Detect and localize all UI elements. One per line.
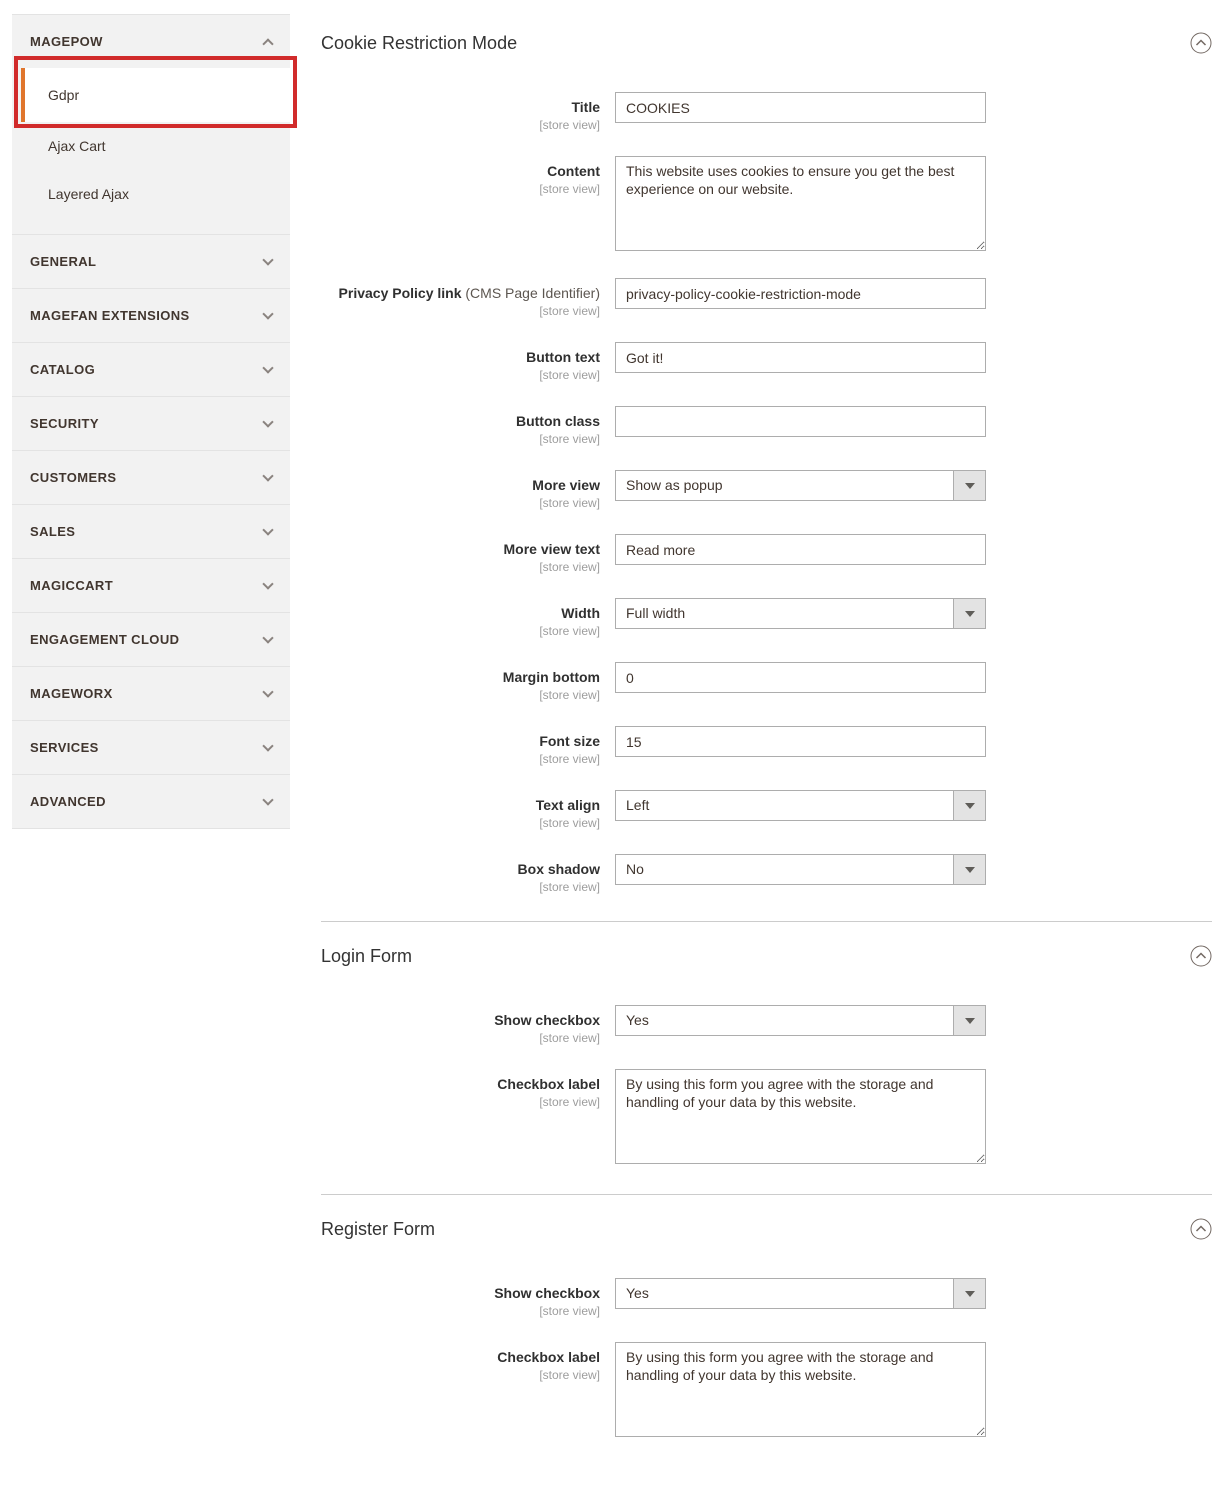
sidebar-group-mageworx bbox=[12, 667, 290, 721]
dropdown-arrow-icon[interactable] bbox=[953, 1278, 986, 1309]
sidebar-group-label: MAGEPOW bbox=[30, 34, 103, 49]
collapse-circle-chevron-up-icon bbox=[1190, 32, 1212, 54]
field-label: Checkbox label bbox=[497, 1349, 600, 1365]
field-row-button-text bbox=[321, 342, 1212, 382]
sidebar-group-label: ENGAGEMENT CLOUD bbox=[30, 632, 180, 647]
field-row-margin-bottom bbox=[321, 662, 1212, 702]
sidebar-group-label: ADVANCED bbox=[30, 794, 106, 809]
section-header bbox=[321, 945, 1212, 967]
field-row-privacy-policy-link bbox=[321, 278, 1212, 318]
section-title: Login Form bbox=[321, 945, 413, 966]
field-label: Width bbox=[561, 605, 600, 621]
chevron-down-icon bbox=[262, 308, 273, 319]
sidebar-group-sales bbox=[12, 505, 290, 559]
field-label: Text align bbox=[535, 797, 600, 813]
sidebar-group-label: SERVICES bbox=[30, 740, 99, 755]
sidebar-item-label: Ajax Cart bbox=[48, 138, 106, 154]
sidebar-group-customers-header[interactable] bbox=[12, 451, 290, 504]
field-scope: [store view] bbox=[539, 1031, 600, 1045]
sidebar-group-security bbox=[12, 397, 290, 451]
chevron-down-icon bbox=[262, 578, 273, 589]
sidebar-group-label: GENERAL bbox=[30, 254, 97, 269]
sidebar-item-layered-ajax[interactable] bbox=[21, 170, 290, 218]
config-main bbox=[321, 14, 1212, 1464]
sidebar-group-engagement-cloud-header[interactable] bbox=[12, 613, 290, 666]
chevron-down-icon bbox=[262, 740, 273, 751]
field-row-register-show-checkbox bbox=[321, 1278, 1212, 1318]
field-label: Show checkbox bbox=[494, 1012, 600, 1028]
sidebar-group-magefan-extensions bbox=[12, 289, 290, 343]
chevron-down-icon bbox=[262, 794, 273, 805]
field-row-register-checkbox-label bbox=[321, 1342, 1212, 1440]
collapse-section-button[interactable] bbox=[1190, 1218, 1212, 1240]
section-title: Register Form bbox=[321, 1218, 436, 1239]
sidebar-group-label: MAGICCART bbox=[30, 578, 114, 593]
section-cookie-restriction-mode bbox=[321, 32, 1212, 894]
login-show-checkbox-select[interactable] bbox=[615, 1005, 986, 1036]
config-sidebar bbox=[12, 14, 290, 829]
field-scope: [store view] bbox=[539, 752, 600, 766]
select-value: No bbox=[615, 854, 953, 885]
select-value: Yes bbox=[615, 1005, 953, 1036]
register-checkbox-label-textarea[interactable] bbox=[615, 1342, 986, 1437]
select-value: Left bbox=[615, 790, 953, 821]
chevron-down-icon bbox=[262, 470, 273, 481]
sidebar-group-security-header[interactable] bbox=[12, 397, 290, 450]
chevron-down-icon bbox=[262, 254, 273, 265]
dropdown-arrow-icon[interactable] bbox=[953, 598, 986, 629]
text-align-select[interactable] bbox=[615, 790, 986, 821]
more-view-select[interactable] bbox=[615, 470, 986, 501]
field-scope: [store view] bbox=[539, 182, 600, 196]
sidebar-group-mageworx-header[interactable] bbox=[12, 667, 290, 720]
field-scope: [store view] bbox=[539, 432, 600, 446]
sidebar-group-catalog bbox=[12, 343, 290, 397]
field-label: Font size bbox=[539, 733, 600, 749]
margin-bottom-input[interactable] bbox=[615, 662, 986, 693]
sidebar-group-magepow-header[interactable] bbox=[12, 15, 290, 68]
sidebar-group-magepow bbox=[12, 15, 290, 235]
sidebar-group-label: CATALOG bbox=[30, 362, 96, 377]
field-label-note: (CMS Page Identifier) bbox=[465, 285, 600, 301]
section-register-form bbox=[321, 1218, 1212, 1440]
sidebar-item-label: Gdpr bbox=[48, 87, 80, 103]
field-scope: [store view] bbox=[539, 368, 600, 382]
field-label: More view text bbox=[503, 541, 600, 557]
field-label: More view bbox=[532, 477, 600, 493]
sidebar-group-general bbox=[12, 235, 290, 289]
field-scope: [store view] bbox=[539, 560, 600, 574]
field-scope: [store view] bbox=[539, 816, 600, 830]
collapse-circle-chevron-up-icon bbox=[1190, 945, 1212, 967]
field-row-width bbox=[321, 598, 1212, 638]
field-scope: [store view] bbox=[539, 118, 600, 132]
section-login-form bbox=[321, 945, 1212, 1167]
sidebar-group-magefan-extensions-header[interactable] bbox=[12, 289, 290, 342]
sidebar-group-label: MAGEFAN EXTENSIONS bbox=[30, 308, 190, 323]
sidebar-group-catalog-header[interactable] bbox=[12, 343, 290, 396]
chevron-down-icon bbox=[262, 524, 273, 535]
box-shadow-select[interactable] bbox=[615, 854, 986, 885]
chevron-down-icon bbox=[262, 362, 273, 373]
field-row-title bbox=[321, 92, 1212, 132]
sidebar-group-label: CUSTOMERS bbox=[30, 470, 117, 485]
dropdown-arrow-icon[interactable] bbox=[953, 854, 986, 885]
section-title: Cookie Restriction Mode bbox=[321, 32, 518, 53]
chevron-down-icon bbox=[262, 416, 273, 427]
collapse-circle-chevron-up-icon bbox=[1190, 1218, 1212, 1240]
field-row-font-size bbox=[321, 726, 1212, 766]
collapse-section-button[interactable] bbox=[1190, 945, 1212, 967]
field-label: Checkbox label bbox=[497, 1076, 600, 1092]
field-row-content bbox=[321, 156, 1212, 254]
section-header bbox=[321, 32, 1212, 54]
content-textarea[interactable] bbox=[615, 156, 986, 251]
width-select[interactable] bbox=[615, 598, 986, 629]
sidebar-group-general-header[interactable] bbox=[12, 235, 290, 288]
field-label: Margin bottom bbox=[502, 669, 600, 685]
field-row-more-view-text bbox=[321, 534, 1212, 574]
field-scope: [store view] bbox=[539, 304, 600, 318]
sidebar-group-engagement-cloud bbox=[12, 613, 290, 667]
sidebar-group-label: MAGEWORX bbox=[30, 686, 113, 701]
field-row-more-view bbox=[321, 470, 1212, 510]
field-row-login-show-checkbox bbox=[321, 1005, 1212, 1045]
sidebar-group-services bbox=[12, 721, 290, 775]
field-scope: [store view] bbox=[539, 1368, 600, 1382]
field-row-button-class bbox=[321, 406, 1212, 446]
section-divider bbox=[321, 921, 1212, 922]
font-size-input[interactable] bbox=[615, 726, 986, 757]
login-checkbox-label-textarea[interactable] bbox=[615, 1069, 986, 1164]
sidebar-group-services-header[interactable] bbox=[12, 721, 290, 774]
sidebar-item-ajax-cart[interactable] bbox=[21, 122, 290, 170]
collapse-section-button[interactable] bbox=[1190, 32, 1212, 54]
register-show-checkbox-select[interactable] bbox=[615, 1278, 986, 1309]
sidebar-group-sales-header[interactable] bbox=[12, 505, 290, 558]
button-text-input[interactable] bbox=[615, 342, 986, 373]
field-scope: [store view] bbox=[539, 496, 600, 510]
sidebar-group-customers bbox=[12, 451, 290, 505]
dropdown-arrow-icon[interactable] bbox=[953, 1005, 986, 1036]
select-value: Full width bbox=[615, 598, 953, 629]
button-class-input[interactable] bbox=[615, 406, 986, 437]
field-label: Privacy Policy link bbox=[338, 285, 462, 301]
sidebar-item-label: Layered Ajax bbox=[48, 186, 129, 202]
field-row-login-checkbox-label bbox=[321, 1069, 1212, 1167]
field-scope: [store view] bbox=[539, 688, 600, 702]
sidebar-group-label: SALES bbox=[30, 524, 76, 539]
dropdown-arrow-icon[interactable] bbox=[953, 790, 986, 821]
dropdown-arrow-icon[interactable] bbox=[953, 470, 986, 501]
sidebar-group-advanced-header[interactable] bbox=[12, 775, 290, 828]
field-row-box-shadow bbox=[321, 854, 1212, 894]
field-label: Box shadow bbox=[517, 861, 600, 877]
section-divider bbox=[321, 1194, 1212, 1195]
sidebar-item-gdpr[interactable] bbox=[21, 68, 290, 122]
field-label: Button class bbox=[515, 413, 600, 429]
field-scope: [store view] bbox=[539, 624, 600, 638]
sidebar-group-magiccart bbox=[12, 559, 290, 613]
select-value: Show as popup bbox=[615, 470, 953, 501]
more-view-text-input[interactable] bbox=[615, 534, 986, 565]
magepow-submenu bbox=[12, 68, 290, 234]
chevron-down-icon bbox=[262, 632, 273, 643]
title-input[interactable] bbox=[615, 92, 986, 123]
field-label: Title bbox=[571, 99, 600, 115]
sidebar-group-advanced bbox=[12, 775, 290, 829]
privacy-policy-link-input[interactable] bbox=[615, 278, 986, 309]
field-scope: [store view] bbox=[539, 1095, 600, 1109]
field-scope: [store view] bbox=[539, 1304, 600, 1318]
field-label: Content bbox=[547, 163, 600, 179]
field-row-text-align bbox=[321, 790, 1212, 830]
field-scope: [store view] bbox=[539, 880, 600, 894]
select-value: Yes bbox=[615, 1278, 953, 1309]
chevron-down-icon bbox=[262, 686, 273, 697]
field-label: Show checkbox bbox=[494, 1285, 600, 1301]
sidebar-group-label: SECURITY bbox=[30, 416, 99, 431]
sidebar-group-magiccart-header[interactable] bbox=[12, 559, 290, 612]
section-header bbox=[321, 1218, 1212, 1240]
chevron-up-icon bbox=[262, 38, 273, 49]
field-label: Button text bbox=[526, 349, 600, 365]
